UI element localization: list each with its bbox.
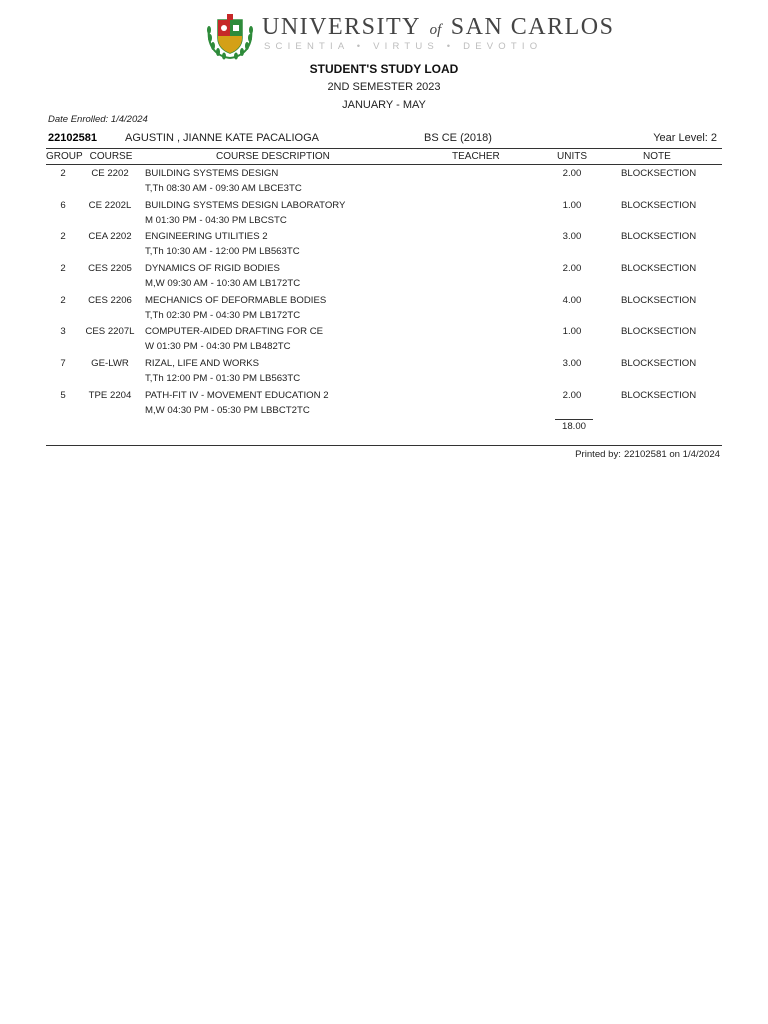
course-description-cell: COMPUTER-AIDED DRAFTING FOR CE: [145, 326, 324, 338]
course-description-cell: PATH-FIT IV - MOVEMENT EDUCATION 2: [145, 389, 329, 401]
schedule-cell: T,Th 08:30 AM - 09:30 AM LBCE3TC: [145, 183, 302, 194]
student-id: 22102581: [48, 132, 97, 144]
table-row: [46, 166, 722, 198]
header-note: NOTE: [643, 151, 671, 162]
note-cell: BLOCKSECTION: [621, 263, 697, 275]
date-enrolled: Date Enrolled: 1/4/2024: [48, 114, 148, 125]
group-cell: 2: [60, 231, 66, 243]
units-cell: 2.00: [562, 389, 582, 401]
note-cell: BLOCKSECTION: [621, 199, 697, 211]
header-course: COURSE: [89, 151, 133, 162]
group-cell: 6: [60, 199, 66, 211]
table-row: [46, 356, 722, 388]
note-cell: BLOCKSECTION: [621, 389, 697, 401]
schedule-cell: T,Th 02:30 PM - 04:30 PM LB172TC: [145, 309, 301, 321]
note-cell: BLOCKSECTION: [621, 168, 697, 179]
course-code-cell: CE 2202L: [88, 199, 132, 211]
header-course-description: COURSE DESCRIPTION: [216, 151, 330, 162]
course-code-cell: TPE 2204: [88, 389, 132, 401]
document-titles: [0, 60, 768, 114]
units-cell: 2.00: [562, 168, 582, 179]
course-code-cell: CES 2205: [88, 263, 132, 275]
note-cell: BLOCKSECTION: [621, 326, 697, 338]
schedule-cell: T,Th 12:00 PM - 01:30 PM LB563TC: [145, 373, 301, 385]
semester-label: 2ND SEMESTER 2023: [327, 81, 441, 93]
header-group: GROUP: [46, 151, 83, 162]
header-teacher: TEACHER: [452, 151, 500, 162]
units-cell: 3.00: [562, 231, 582, 243]
course-description-cell: BUILDING SYSTEMS DESIGN: [145, 168, 279, 179]
course-code-cell: CES 2207L: [85, 326, 135, 338]
student-program: BS CE (2018): [424, 132, 492, 144]
course-code-cell: CES 2206: [88, 294, 132, 306]
university-seal-icon: [204, 10, 256, 62]
total-divider: [555, 419, 593, 420]
group-cell: 5: [60, 389, 66, 401]
course-code-cell: GE-LWR: [91, 358, 129, 370]
table-header: [46, 149, 722, 165]
course-description-cell: MECHANICS OF DEFORMABLE BODIES: [145, 294, 327, 306]
student-name: AGUSTIN , JIANNE KATE PACALIOGA: [125, 132, 319, 144]
note-cell: BLOCKSECTION: [621, 358, 697, 370]
course-description-cell: DYNAMICS OF RIGID BODIES: [145, 263, 280, 275]
note-cell: BLOCKSECTION: [621, 231, 697, 243]
table-row: [46, 293, 722, 325]
table-row: [46, 261, 722, 293]
schedule-cell: M,W 09:30 AM - 10:30 AM LB172TC: [145, 278, 301, 290]
course-description-cell: ENGINEERING UTILITIES 2: [145, 231, 268, 243]
student-info-line: [46, 130, 722, 149]
table-row: [46, 229, 722, 261]
units-cell: 1.00: [562, 199, 582, 211]
course-code-cell: CEA 2202: [88, 231, 132, 243]
table-row: [46, 324, 722, 356]
document-title: STUDENT'S STUDY LOAD: [309, 62, 459, 76]
group-cell: 2: [60, 294, 66, 306]
course-code-cell: CE 2202: [91, 168, 129, 179]
university-name: UNIVERSITY of SAN CARLOS: [262, 14, 615, 40]
printed-by-value: 22102581 on 1/4/2024: [623, 449, 720, 460]
units-cell: 3.00: [562, 358, 582, 370]
student-year-level: Year Level: 2: [653, 132, 717, 144]
units-cell: 1.00: [562, 326, 582, 338]
course-table-body: [46, 166, 722, 420]
course-description-cell: RIZAL, LIFE AND WORKS: [145, 358, 260, 370]
group-cell: 2: [60, 263, 66, 275]
schedule-cell: T,Th 10:30 AM - 12:00 PM LB563TC: [145, 246, 300, 258]
group-cell: 7: [60, 358, 66, 370]
schedule-cell: W 01:30 PM - 04:30 PM LB482TC: [145, 341, 291, 353]
group-cell: 3: [60, 326, 66, 338]
header-units: UNITS: [557, 151, 587, 162]
total-units: 18.00: [561, 421, 586, 432]
table-row: [46, 198, 722, 230]
units-cell: 4.00: [562, 294, 582, 306]
document-header: [0, 8, 768, 64]
group-cell: 2: [60, 168, 66, 179]
period-label: JANUARY - MAY: [342, 99, 426, 111]
schedule-cell: M 01:30 PM - 04:30 PM LBCSTC: [145, 214, 287, 226]
printed-by-label: Printed by:: [575, 449, 621, 460]
note-cell: BLOCKSECTION: [621, 294, 697, 306]
footer-divider: [46, 445, 722, 446]
printed-by: [572, 449, 720, 460]
table-row: [46, 388, 722, 420]
university-motto: SCIENTIA • VIRTUS • DEVOTIO: [264, 41, 543, 52]
schedule-cell: M,W 04:30 PM - 05:30 PM LBBCT2TC: [145, 404, 310, 416]
course-description-cell: BUILDING SYSTEMS DESIGN LABORATORY: [145, 199, 346, 211]
units-cell: 2.00: [562, 263, 582, 275]
